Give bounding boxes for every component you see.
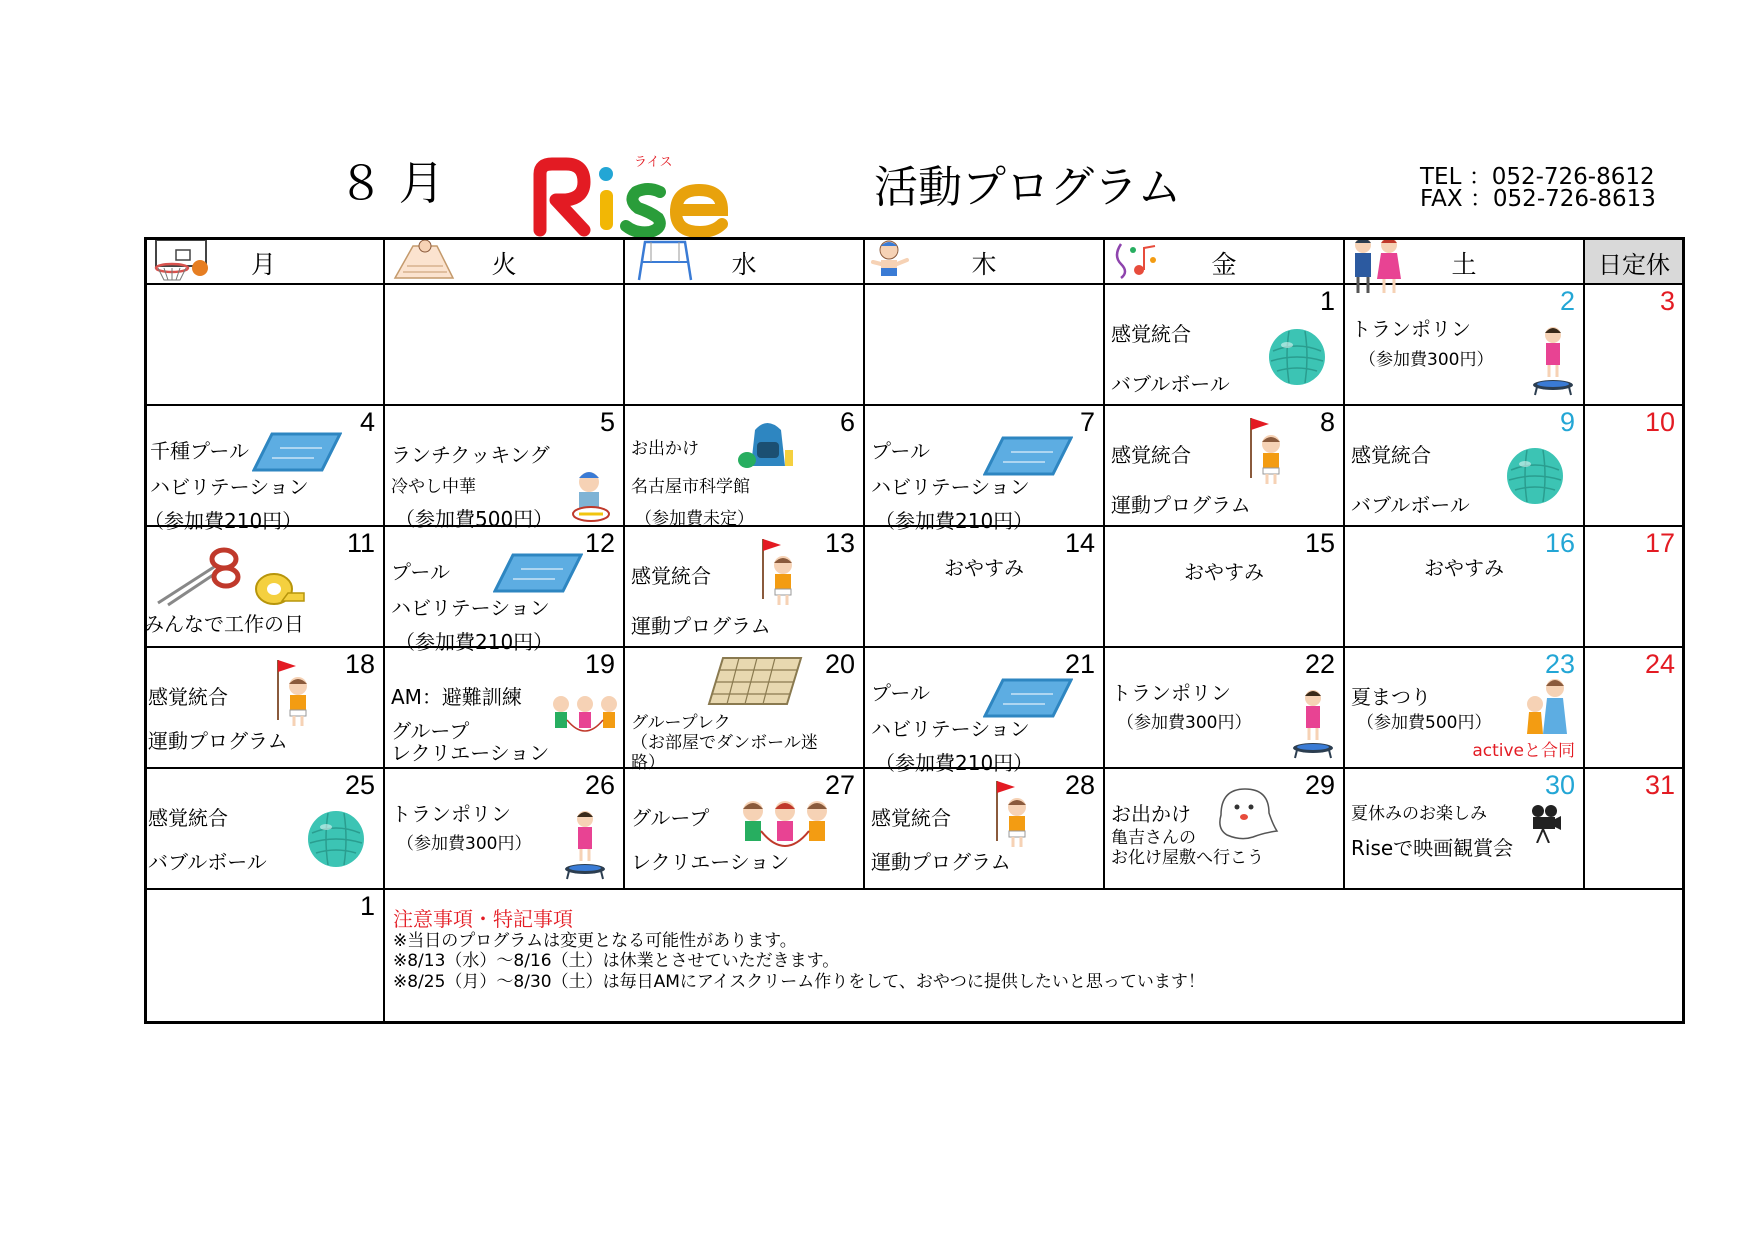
weekday-mon [144, 237, 385, 285]
activity-text: お出かけ [631, 439, 699, 459]
weekday-label: 水 [731, 250, 757, 279]
bubble-ball-icon [1265, 325, 1329, 389]
day-number: 2 [1559, 286, 1575, 316]
day-cell-5 [385, 406, 625, 531]
day-cell-29 [1105, 769, 1345, 890]
jump-rope-children-icon [549, 692, 621, 742]
activity-fee: （参加費300円） [397, 834, 532, 854]
activity-text: 名古屋市科学館 [631, 477, 750, 497]
activity-text: Riseで映画観賞会 [1351, 836, 1514, 860]
day-cell-24 [1585, 648, 1685, 769]
day-cell-14 [865, 527, 1105, 648]
weekday-label: 土 [1451, 250, 1477, 279]
swimming-pool-icon [252, 430, 342, 474]
swimming-pool-icon [983, 676, 1073, 720]
day-cell-next-month-1 [144, 890, 385, 1024]
activity-text: おやすみ [1184, 560, 1264, 584]
day-cell-23 [1345, 648, 1585, 769]
day-number: 5 [599, 407, 615, 437]
day-cell-12 [385, 527, 625, 654]
activity-text: 感覚統合 [871, 806, 951, 830]
activity-text: お化け屋敷へ行こう [1111, 848, 1264, 868]
note-line: ※8/25（月）～8/30（土）は毎日AMにアイスクリーム作りをして、おやつに提供したいと思っています！ [393, 971, 1205, 992]
day-number: 19 [584, 649, 615, 679]
day-number: 8 [1319, 407, 1335, 437]
activity-text: プール [871, 681, 930, 705]
fax-number: FAX ：052-726-8613 [1420, 186, 1656, 212]
day-number: 1 [1319, 286, 1335, 316]
trampoline-icon [1531, 325, 1575, 397]
activity-fee: （参加費210円） [875, 509, 1034, 533]
day-cell-3 [1585, 285, 1685, 406]
day-cell-empty [625, 285, 865, 406]
backpack-icon [737, 416, 799, 472]
day-number: 23 [1544, 649, 1575, 679]
contact-info [1420, 166, 1656, 210]
activity-text: 感覚統合 [1111, 322, 1191, 346]
activity-text: 運動プログラム [631, 614, 771, 638]
day-cell-18 [144, 648, 385, 769]
day-cell-empty [865, 285, 1105, 406]
day-number: 31 [1644, 770, 1675, 800]
day-number: 4 [359, 407, 375, 437]
day-number: 16 [1544, 528, 1575, 558]
day-number: 6 [839, 407, 855, 437]
day-number: 14 [1064, 528, 1095, 558]
activity-fee: （参加費300円） [1117, 713, 1252, 733]
activity-text: レクリエーション [631, 850, 790, 874]
swimming-pool-icon [493, 551, 583, 595]
day-cell-15 [1105, 527, 1345, 648]
flag-child-icon [1243, 414, 1291, 486]
day-number: 17 [1644, 528, 1675, 558]
day-cell-16 [1345, 527, 1585, 648]
activity-text: 感覚統合 [1351, 443, 1431, 467]
activity-text: グループ [631, 806, 710, 830]
day-number: 25 [344, 770, 375, 800]
day-number: 30 [1544, 770, 1575, 800]
weekday-wed [625, 237, 865, 285]
day-number: 7 [1079, 407, 1095, 437]
day-cell-28 [865, 769, 1105, 890]
day-number: 20 [824, 649, 855, 679]
activity-text: 運動プログラム [1111, 493, 1251, 517]
activity-text: ハビリテーション [150, 475, 309, 499]
notes-block [393, 908, 1205, 992]
calendar-grid [144, 237, 1685, 1100]
day-number: 28 [1064, 770, 1095, 800]
activity-text: 感覚統合 [631, 564, 711, 588]
day-cell-25 [144, 769, 385, 890]
day-cell-22 [1105, 648, 1345, 769]
day-number: 1 [359, 891, 375, 921]
activity-text: トランポリン [1351, 317, 1471, 341]
note-line: ※8/13（水）～8/16（土）は休業とさせていただきます。 [393, 951, 840, 972]
activity-text: バブルボール [1351, 493, 1470, 517]
joint-event-note: activeと合同 [1472, 741, 1575, 761]
activity-text: みんなで工作の日 [144, 612, 304, 636]
note-line: ※当日のプログラムは変更となる可能性があります。 [393, 931, 797, 951]
day-cell-7 [865, 406, 1105, 533]
jump-rope-children-icon [737, 797, 833, 857]
activity-text: ランチクッキング [391, 443, 550, 467]
cardboard-maze-icon [705, 654, 805, 710]
flag-child-icon [755, 535, 803, 607]
activity-fee: （参加費210円） [875, 751, 1034, 775]
day-number: 11 [346, 528, 375, 558]
day-cell-6 [625, 406, 865, 527]
tape-icon [252, 567, 306, 607]
weekday-fri [1105, 237, 1345, 285]
day-cell-20 [625, 648, 865, 773]
activity-text: 路） [631, 753, 665, 773]
day-cell-17 [1585, 527, 1685, 648]
activity-text: トランポリン [1111, 681, 1231, 705]
flag-child-icon [270, 656, 318, 728]
activity-text: ハビリテーション [391, 596, 550, 620]
day-number: 29 [1304, 770, 1335, 800]
page-title: 活動プログラム [874, 162, 1182, 213]
tel-number: TEL ：052-726-8612 [1420, 164, 1655, 190]
activity-text: バブルボール [148, 850, 267, 874]
activity-text: ハビリテーション [871, 717, 1030, 741]
day-number: 15 [1304, 528, 1335, 558]
weekday-label: 月 [250, 250, 276, 279]
weekday-label: 金 [1211, 250, 1237, 279]
activity-fee: （参加費300円） [1359, 350, 1494, 370]
activity-text: 千種プール [150, 439, 249, 463]
day-cell-21 [865, 648, 1105, 775]
activity-text: AM：避難訓練 [391, 685, 522, 709]
activity-text: 運動プログラム [148, 729, 288, 753]
day-cell-10 [1585, 406, 1685, 527]
day-cell-27 [625, 769, 865, 890]
trampoline-icon [1291, 688, 1335, 760]
day-cell-30 [1345, 769, 1585, 890]
weekday-sat [1345, 237, 1585, 285]
activity-text: 感覚統合 [148, 685, 228, 709]
day-cell-26 [385, 769, 625, 890]
activity-text: おやすみ [1424, 556, 1504, 580]
movie-camera-icon [1529, 803, 1563, 843]
weekday-label: 木 [971, 250, 997, 279]
day-number: 27 [824, 770, 855, 800]
activity-fee: （参加費500円） [1357, 713, 1492, 733]
activity-text: レクリエーション [391, 741, 550, 765]
activity-text: （お部屋でダンボール迷 [631, 733, 818, 753]
cooking-child-icon [563, 468, 617, 524]
day-number: 22 [1304, 649, 1335, 679]
activity-text: プール [391, 560, 450, 584]
rise-logo [526, 150, 736, 238]
activity-fee: （参加費210円） [144, 509, 303, 533]
notes-panel [385, 890, 1685, 1024]
flag-child-icon [989, 777, 1037, 849]
logo-ruby: ライス [634, 155, 673, 170]
activity-fee: （参加費500円） [395, 507, 554, 531]
activity-text: 感覚統合 [148, 806, 228, 830]
weekday-label: 火 [491, 250, 517, 279]
day-cell-8 [1105, 406, 1345, 527]
day-number: 10 [1644, 407, 1675, 437]
day-cell-19 [385, 648, 625, 769]
day-number: 3 [1659, 286, 1675, 316]
day-number: 18 [344, 649, 375, 679]
activity-text: 亀吉さんの [1111, 828, 1196, 848]
day-number: 13 [824, 528, 855, 558]
ghost-icon [1213, 785, 1279, 841]
activity-text: グループレク [631, 713, 731, 733]
day-number: 9 [1559, 407, 1575, 437]
day-number: 12 [584, 528, 615, 558]
activity-text: トランポリン [391, 802, 511, 826]
notes-title: 注意事項・特記事項 [393, 907, 573, 931]
day-number: 24 [1644, 649, 1675, 679]
bubble-ball-icon [1503, 444, 1567, 508]
day-cell-empty [385, 285, 625, 406]
day-cell-2 [1345, 285, 1585, 406]
activity-text: ハビリテーション [871, 475, 1030, 499]
activity-text: 運動プログラム [871, 850, 1011, 874]
day-cell-empty [144, 285, 385, 406]
bubble-ball-icon [304, 807, 368, 871]
day-cell-31 [1585, 769, 1685, 890]
activity-text: おやすみ [944, 556, 1024, 580]
day-cell-4 [144, 406, 385, 533]
activity-text: お出かけ [1111, 802, 1191, 826]
activity-text: 夏まつり [1351, 685, 1431, 709]
day-cell-1 [1105, 285, 1345, 406]
weekday-label: 日定休 [1598, 251, 1670, 279]
activity-text: バブルボール [1111, 372, 1230, 396]
scissors-icon [154, 543, 244, 607]
activity-text: プール [871, 439, 930, 463]
activity-text: 冷やし中華 [391, 477, 476, 497]
day-cell-11 [144, 527, 385, 648]
activity-fee: （参加費210円） [395, 630, 554, 654]
day-cell-13 [625, 527, 865, 648]
activity-text: 夏休みのお楽しみ [1351, 804, 1487, 824]
day-cell-9 [1345, 406, 1585, 527]
activity-text: グループ [391, 719, 470, 743]
weekday-tue [385, 237, 625, 285]
weekday-thu [865, 237, 1105, 285]
summer-festival-children-icon [1521, 678, 1573, 740]
day-number: 21 [1064, 649, 1095, 679]
trampoline-icon [563, 809, 607, 881]
month-heading: ８ 月 [338, 156, 445, 210]
activity-text: 感覚統合 [1111, 443, 1191, 467]
day-number: 26 [584, 770, 615, 800]
activity-fee: （参加費未定） [635, 509, 754, 529]
swimming-pool-icon [983, 434, 1073, 478]
weekday-sun-closed [1585, 237, 1685, 285]
